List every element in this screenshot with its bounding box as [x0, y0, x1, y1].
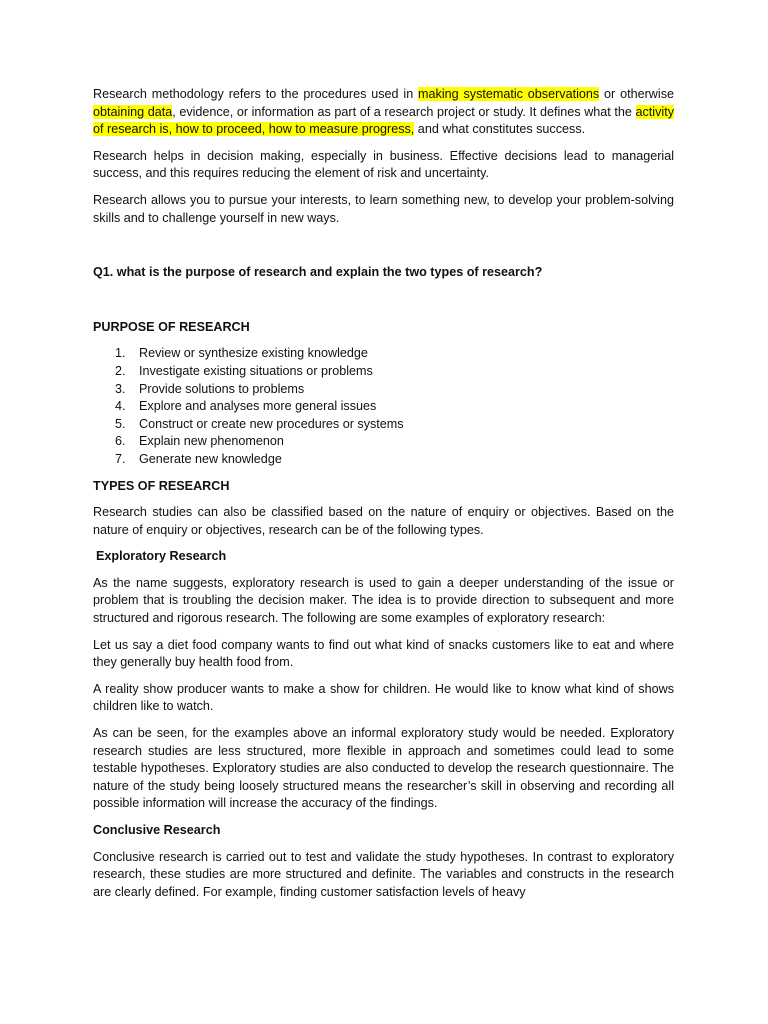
types-heading: TYPES OF RESEARCH: [93, 478, 230, 493]
list-item-number: 2.: [115, 363, 126, 378]
list-item-number: 4.: [115, 399, 126, 414]
list-item-text: Review or synthesize existing knowledge: [139, 346, 368, 361]
exploratory-paragraph-4: As can be seen, for the examples above an informal exploratory study would be needed. Exploratory research studies are less structured, more flexible in approach and sometimes could lead to some testable hypotheses. Exploratory studies are also conducted to develop the research questionnaire. The nature of the study being loosely structured means the researcher’s skill in observing and recording all possible information will increase the accuracy of the findings.: [93, 726, 674, 811]
types-intro-paragraph: Research studies can also be classified based on the nature of enquiry or objectives. Based on the nature of enquiry or objectives, research can be of the following types.: [93, 505, 674, 537]
intro-text-3: , evidence, or information as part of a research project or study. It defines what the: [172, 104, 636, 119]
list-item-text: Explain new phenomenon: [139, 434, 284, 449]
intro-text-4: and what constitutes success.: [414, 122, 586, 137]
list-item-number: 6.: [115, 434, 126, 449]
list-item: [93, 363, 674, 381]
purpose-heading: PURPOSE OF RESEARCH: [93, 319, 250, 334]
list-item-number: 5.: [115, 416, 126, 431]
list-item: [93, 416, 674, 434]
list-item-text: Provide solutions to problems: [139, 381, 305, 396]
purpose-list: [93, 345, 674, 468]
list-item-text: Construct or create new procedures or systems: [139, 416, 404, 431]
intro-text-2: or otherwise: [599, 87, 674, 101]
list-item-number: 3.: [115, 381, 126, 396]
document-page: [93, 86, 674, 910]
exploratory-paragraph-1: As the name suggests, exploratory research is used to gain a deeper understanding of the issue or problem that is troubling the decision maker. The idea is to provide direction to subsequent and more structured and rigorous research. The following are some examples of exploratory research:: [93, 575, 674, 626]
question-heading: Q1. what is the purpose of research and explain the two types of research?: [93, 265, 543, 280]
highlight-activity-of-research: activity of research is, how to proceed, how to measure progress,: [93, 104, 674, 137]
highlight-obtaining-data: obtaining data: [93, 104, 173, 119]
list-item: [93, 451, 674, 469]
highlight-systematic-observations: making systematic observations: [418, 87, 600, 101]
conclusive-heading: Conclusive Research: [93, 823, 221, 837]
list-item-text: Investigate existing situations or problems: [139, 363, 373, 378]
exploratory-paragraph-3: A reality show producer wants to make a show for children. He would like to know what kind of shows children like to watch.: [93, 681, 674, 714]
list-item: [93, 398, 674, 416]
list-item-text: Generate new knowledge: [139, 451, 282, 466]
list-item: [93, 381, 674, 399]
intro-text-1: Research methodology refers to the procedures used in: [93, 87, 419, 101]
conclusive-paragraph-1: Conclusive research is carried out to test and validate the study hypotheses. In contrast to exploratory research, these studies are more structured and definite. The variables and constructs in the research are clearly defined. For example, finding customer satisfaction levels of heavy: [93, 849, 674, 899]
list-item-text: Explore and analyses more general issues: [139, 399, 377, 414]
exploratory-paragraph-2: Let us say a diet food company wants to find out what kind of snacks customers like to eat and where they generally buy health food from.: [93, 637, 674, 670]
exploratory-heading: Exploratory Research: [96, 549, 227, 564]
list-item: [93, 345, 674, 363]
pursue-interests-paragraph: Research allows you to pursue your interests, to learn something new, to develop your problem-solving skills and to challenge yourself in new ways.: [93, 192, 674, 225]
intro-paragraph: [93, 86, 674, 139]
decision-making-paragraph: Research helps in decision making, especially in business. Effective decisions lead to managerial success, and this requires reducing the element of risk and uncertainty.: [93, 148, 674, 181]
list-item: [93, 433, 674, 451]
list-item-number: 1.: [115, 346, 126, 361]
list-item-number: 7.: [115, 451, 126, 466]
